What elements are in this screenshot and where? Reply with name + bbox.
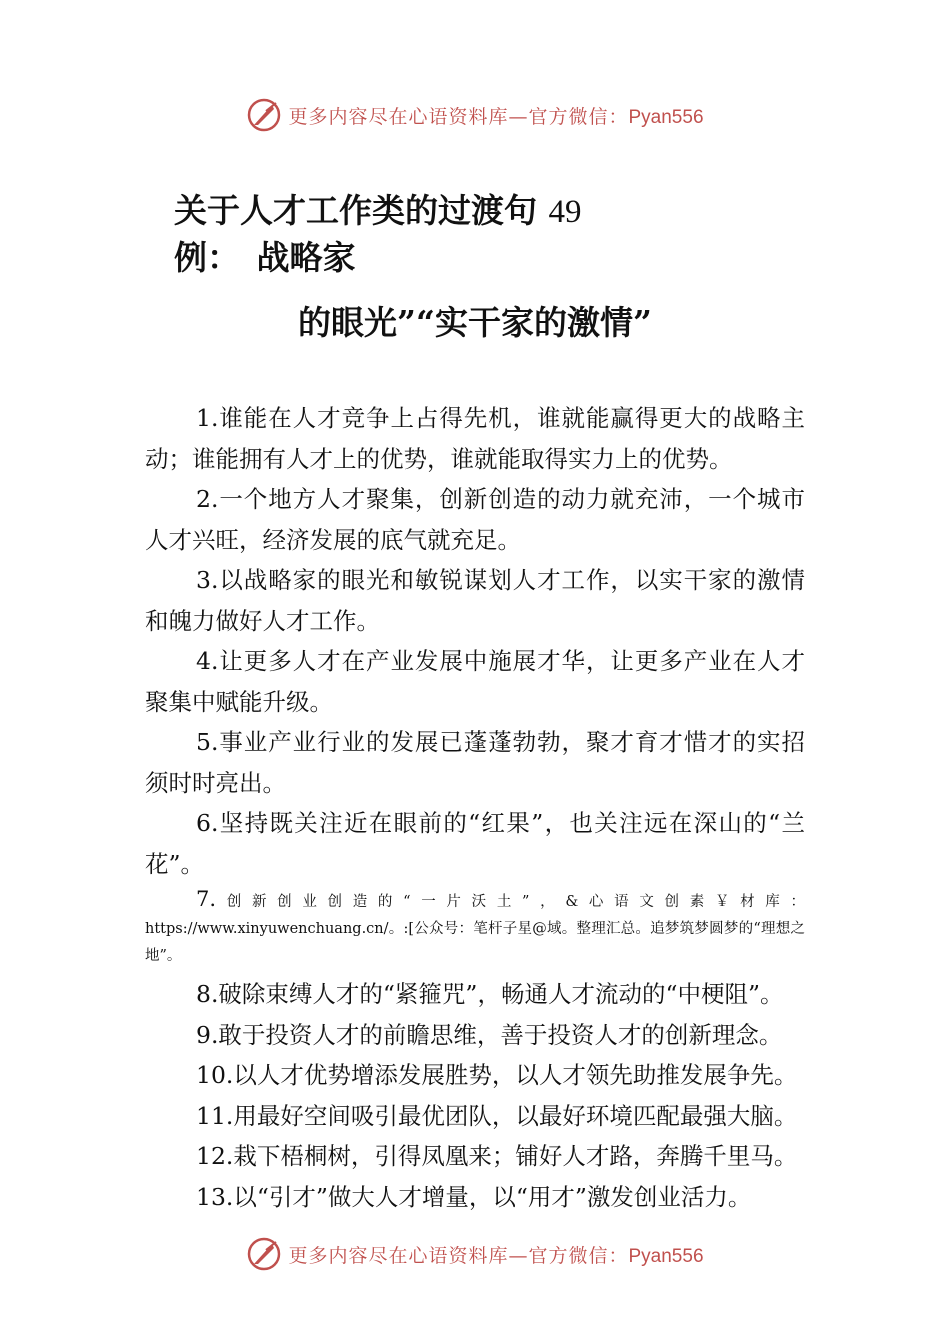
paragraph-9: 9.敢于投资人才的前瞻思维，善于投资人才的创新理念。 [196, 1020, 783, 1049]
footer-banner-text: 更多内容尽在心语资料库—官方微信：Pyan556 [288, 1244, 704, 1267]
quill-logo-icon [246, 1236, 282, 1272]
paragraph-12: 12.栽下梧桐树，引得凤凰来；铺好人才路，奔腾千里马。 [196, 1142, 798, 1170]
header-banner-text: 更多内容尽在心语资料库—官方微信：Pyan556 [288, 105, 704, 128]
wechat-id: Pyan556 [628, 106, 704, 128]
quill-logo-icon [246, 97, 282, 133]
paragraph-8: 8.破除束缚人才的“紧箍咒”，畅通人才流动的“中梗阻”。 [196, 980, 784, 1008]
header-banner [0, 95, 950, 135]
document-body [145, 398, 805, 1217]
paragraph-11: 11.用最好空间吸引最优团队，以最好环境匹配最强大脑。 [196, 1101, 798, 1130]
page-title: 关于人才工作类的过渡句 49 例： 战略家 [174, 191, 582, 277]
paragraph-1: 1.谁能在人才竞争上占得先机，谁就能赢得更大的战略主动；谁能拥有人才上的优势，谁就能取得实力上的优势。 [145, 404, 805, 473]
paragraph-10: 10.以人才优势增添发展胜势，以人才领先助推发展争先。 [196, 1061, 798, 1089]
paragraph-3: 3.以战略家的眼光和敏锐谋划人才工作，以实干家的激情和魄力做好人才工作。 [145, 566, 805, 635]
footer-banner [0, 1234, 950, 1274]
paragraph-13: 13.以“引才”做大人才增量，以“用才”激发创业活力。 [196, 1182, 752, 1211]
paragraph-7-watermarked: 7.创新创业创造的“一片沃土”，&心语文创素￥材库：https://www.xinyuwenchuang.cn/。:[公众号：笔杆子星@域。整理汇总。追梦筑梦圆梦的“理想之地”。 [145, 887, 805, 964]
paragraph-2: 2.一个地方人才聚集，创新创造的动力就充沛，一个城市人才兴旺，经济发展的底气就充足。 [145, 485, 805, 554]
paragraph-5: 5.事业产业行业的发展已蓬蓬勃勃，聚才育才惜才的实招须时时亮出。 [145, 728, 805, 797]
wechat-id: Pyan556 [628, 1245, 704, 1267]
paragraph-6: 6.坚持既关注近在眼前的“红果”，也关注远在深山的“兰花”。 [145, 809, 805, 878]
page-subtitle: 的眼光”“实干家的激情” [298, 303, 652, 342]
paragraph-4: 4.让更多人才在产业发展中施展才华，让更多产业在人才聚集中赋能升级。 [145, 647, 805, 716]
